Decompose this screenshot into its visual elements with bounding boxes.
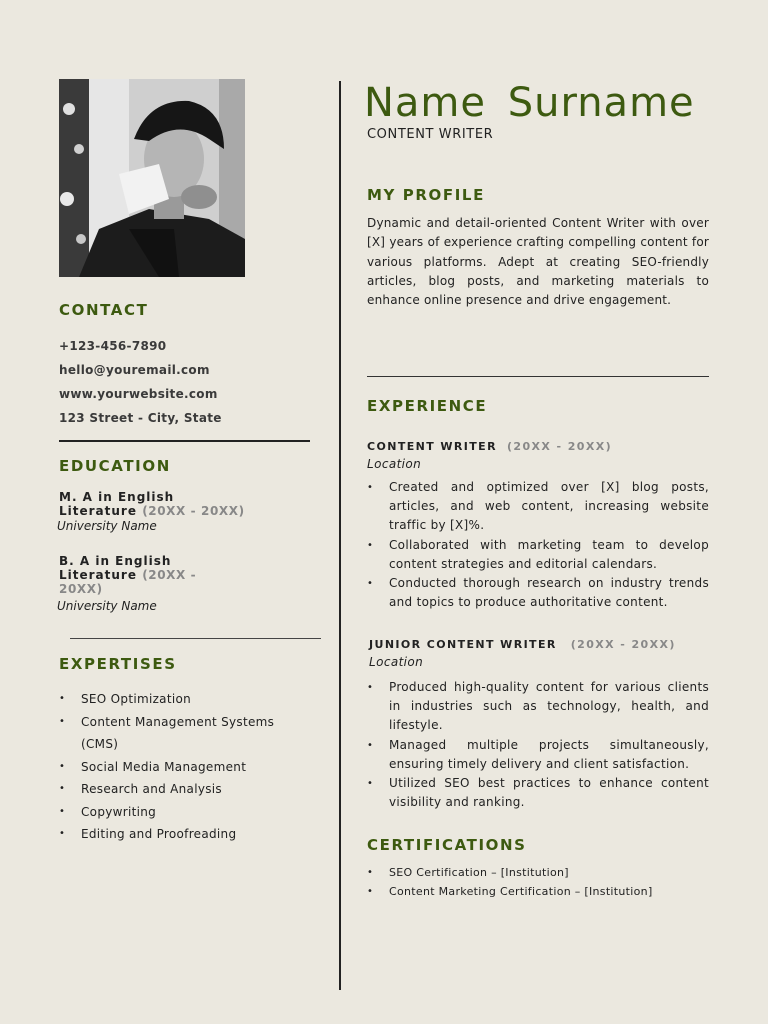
job-bullets: [367, 678, 709, 812]
right-divider: [367, 376, 709, 377]
left-divider: [70, 638, 321, 639]
certifications-list: [367, 863, 709, 901]
list-item: • Managed multiple projects simultaneously, ensuring timely delivery and client satisfaction.: [367, 736, 709, 774]
degree-line: Literature: [59, 504, 137, 518]
list-item: • Collaborated with marketing team to develop content strategies and editorial calendars.: [367, 536, 709, 574]
education-university: University Name: [57, 599, 157, 613]
job-title: CONTENT WRITER: [367, 440, 497, 453]
job-entry: [367, 440, 709, 612]
contact-email: hello@youremail.com: [59, 363, 210, 377]
list-item: • Produced high-quality content for various clients in industries such as technology, health, and lifestyle.: [367, 678, 709, 736]
profile-text: Dynamic and detail-oriented Content Writer with over [X] years of experience crafting compelling content for various platforms. Adept at creating SEO-friendly articles, blog posts, and marketing materials to enhance online presence and drive engagement.: [367, 216, 709, 308]
profile-photo: [59, 79, 245, 277]
list-item: • Utilized SEO best practices to enhance content visibility and ranking.: [367, 774, 709, 812]
list-item: • SEO Optimization: [59, 688, 309, 711]
list-item: • Conducted thorough research on industry trends and topics to produce authoritative content.: [367, 574, 709, 612]
education-years: 20XX): [59, 582, 103, 596]
degree-line: B. A in English: [59, 554, 172, 568]
list-item: • Content Management Systems (CMS): [59, 711, 309, 756]
job-years: (20XX - 20XX): [570, 638, 676, 651]
job-header: [369, 638, 709, 651]
contact-heading: CONTACT: [59, 301, 149, 319]
job-role: CONTENT WRITER: [367, 127, 494, 142]
contact-website: www.yourwebsite.com: [59, 387, 218, 401]
education-item: [59, 490, 289, 518]
degree-line: M. A in English: [59, 490, 175, 504]
job-location: Location: [367, 457, 422, 471]
education-degree: [59, 554, 289, 596]
job-years: (20XX - 20XX): [506, 440, 613, 453]
job-location: Location: [369, 655, 424, 669]
education-years: (20XX -: [142, 568, 197, 582]
person-photo-illustration: [59, 79, 245, 277]
education-degree: [59, 490, 289, 518]
list-item: • Social Media Management: [59, 756, 309, 779]
left-divider: [59, 440, 310, 442]
list-item: • Copywriting: [59, 801, 309, 824]
expertises-heading: EXPERTISES: [59, 655, 177, 673]
experience-heading: EXPERIENCE: [367, 397, 488, 415]
column-divider: [339, 81, 341, 990]
profile-heading: MY PROFILE: [367, 186, 485, 204]
contact-address: 123 Street - City, State: [59, 411, 222, 425]
job-bullets: [367, 478, 709, 612]
full-name: Name Surname: [364, 80, 695, 126]
list-item: • Editing and Proofreading: [59, 823, 309, 846]
education-item: [59, 554, 289, 596]
degree-line: Literature: [59, 568, 137, 582]
contact-phone: +123-456-7890: [59, 339, 167, 353]
job-title: JUNIOR CONTENT WRITER: [369, 638, 557, 651]
job-entry: [369, 638, 709, 812]
education-heading: EDUCATION: [59, 457, 171, 475]
education-university: University Name: [57, 519, 157, 533]
certifications-heading: CERTIFICATIONS: [367, 836, 527, 854]
list-item: • Created and optimized over [X] blog posts, articles, and web content, increasing website traffic by [X]%.: [367, 478, 709, 536]
job-header: [367, 440, 709, 453]
expertises-list: [59, 688, 309, 846]
list-item: • SEO Certification – [Institution]: [367, 863, 709, 882]
list-item: • Content Marketing Certification – [Institution]: [367, 882, 709, 901]
list-item: • Research and Analysis: [59, 778, 309, 801]
education-years: (20XX - 20XX): [142, 504, 245, 518]
